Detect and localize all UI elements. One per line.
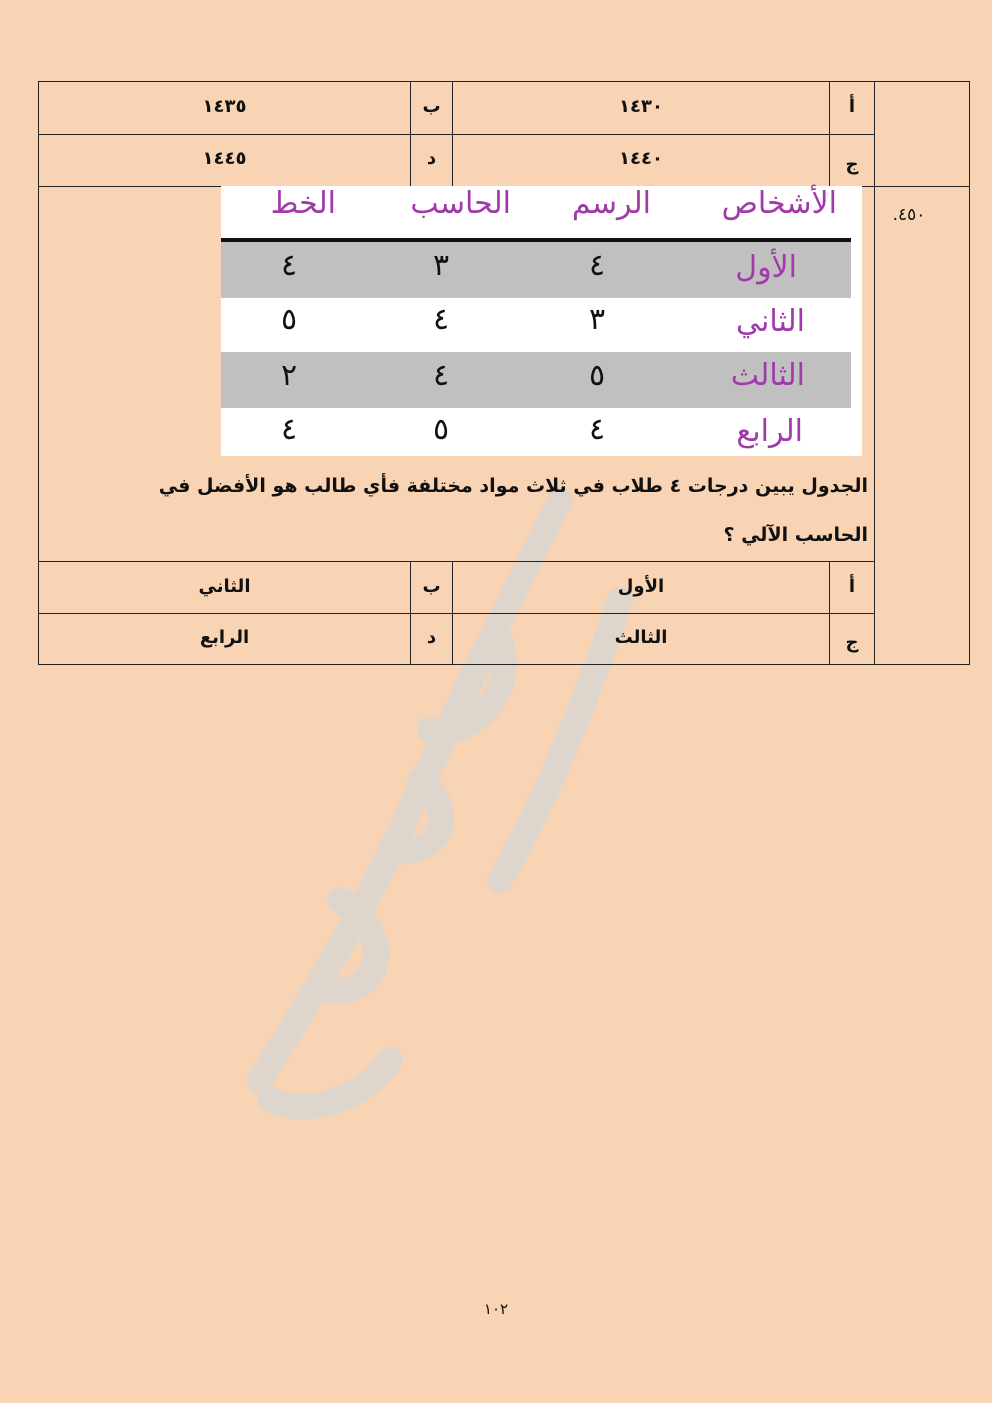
q450-b-value: الثاني <box>198 576 251 597</box>
cell-drawing: ٣ <box>589 302 606 337</box>
q450-a-letter: أ <box>848 576 856 597</box>
q450-d-value: الرابع <box>199 627 250 648</box>
header-computer: الحاسب <box>410 186 511 221</box>
cell-computer: ٤ <box>433 302 450 337</box>
row-name: الثالث <box>730 358 805 393</box>
q449-d-letter: د <box>426 148 437 169</box>
q449-b-letter: ب <box>422 96 441 117</box>
table-row <box>221 242 851 298</box>
header-calligraphy: الخط <box>270 186 336 221</box>
page-number: ١٠٢ <box>483 1300 509 1318</box>
cell-computer: ٣ <box>433 248 450 283</box>
q450-c-letter: ج <box>845 632 859 653</box>
q450-number: .٤٥٠ <box>892 205 926 225</box>
cell-computer: ٤ <box>433 358 450 393</box>
q450-number-cell <box>874 186 970 665</box>
q450-c-value: الثالث <box>614 627 668 648</box>
row-name: الثاني <box>735 304 805 339</box>
q449-c-letter: ج <box>845 154 859 175</box>
row-name: الرابع <box>736 414 803 449</box>
cell-calligraphy: ٤ <box>281 412 298 447</box>
table-row <box>221 352 851 408</box>
q450-question-line1: الجدول يبين درجات ٤ طلاب في ثلاث مواد مختلفة فأي طالب هو الأفضل في <box>158 475 868 497</box>
q449-number-cell <box>874 81 970 187</box>
scores-table-header <box>221 186 851 238</box>
q450-b-letter: ب <box>422 576 441 597</box>
row-name: الأول <box>735 250 797 285</box>
q450-question-line2: الحاسب الآلي ؟ <box>723 524 868 546</box>
cell-calligraphy: ٤ <box>281 248 298 283</box>
q449-d-value: ١٤٤٥ <box>202 148 247 169</box>
cell-computer: ٥ <box>433 412 450 447</box>
cell-calligraphy: ٢ <box>281 358 298 393</box>
table-row <box>221 408 851 456</box>
q449-c-value: ١٤٤٠ <box>619 148 663 169</box>
cell-drawing: ٥ <box>589 358 606 393</box>
cell-calligraphy: ٥ <box>281 302 298 337</box>
header-drawing: الرسم <box>571 186 651 221</box>
q449-b-value: ١٤٣٥ <box>202 96 247 117</box>
q449-a-letter: أ <box>848 96 856 117</box>
header-persons: الأشخاص <box>721 186 837 221</box>
scores-table <box>221 186 862 456</box>
q450-a-value: الأول <box>617 576 665 597</box>
q450-d-letter: د <box>426 627 437 648</box>
q449-a-value: ١٤٣٠ <box>619 96 663 117</box>
cell-drawing: ٤ <box>589 412 606 447</box>
cell-drawing: ٤ <box>589 248 606 283</box>
table-row <box>221 298 851 352</box>
